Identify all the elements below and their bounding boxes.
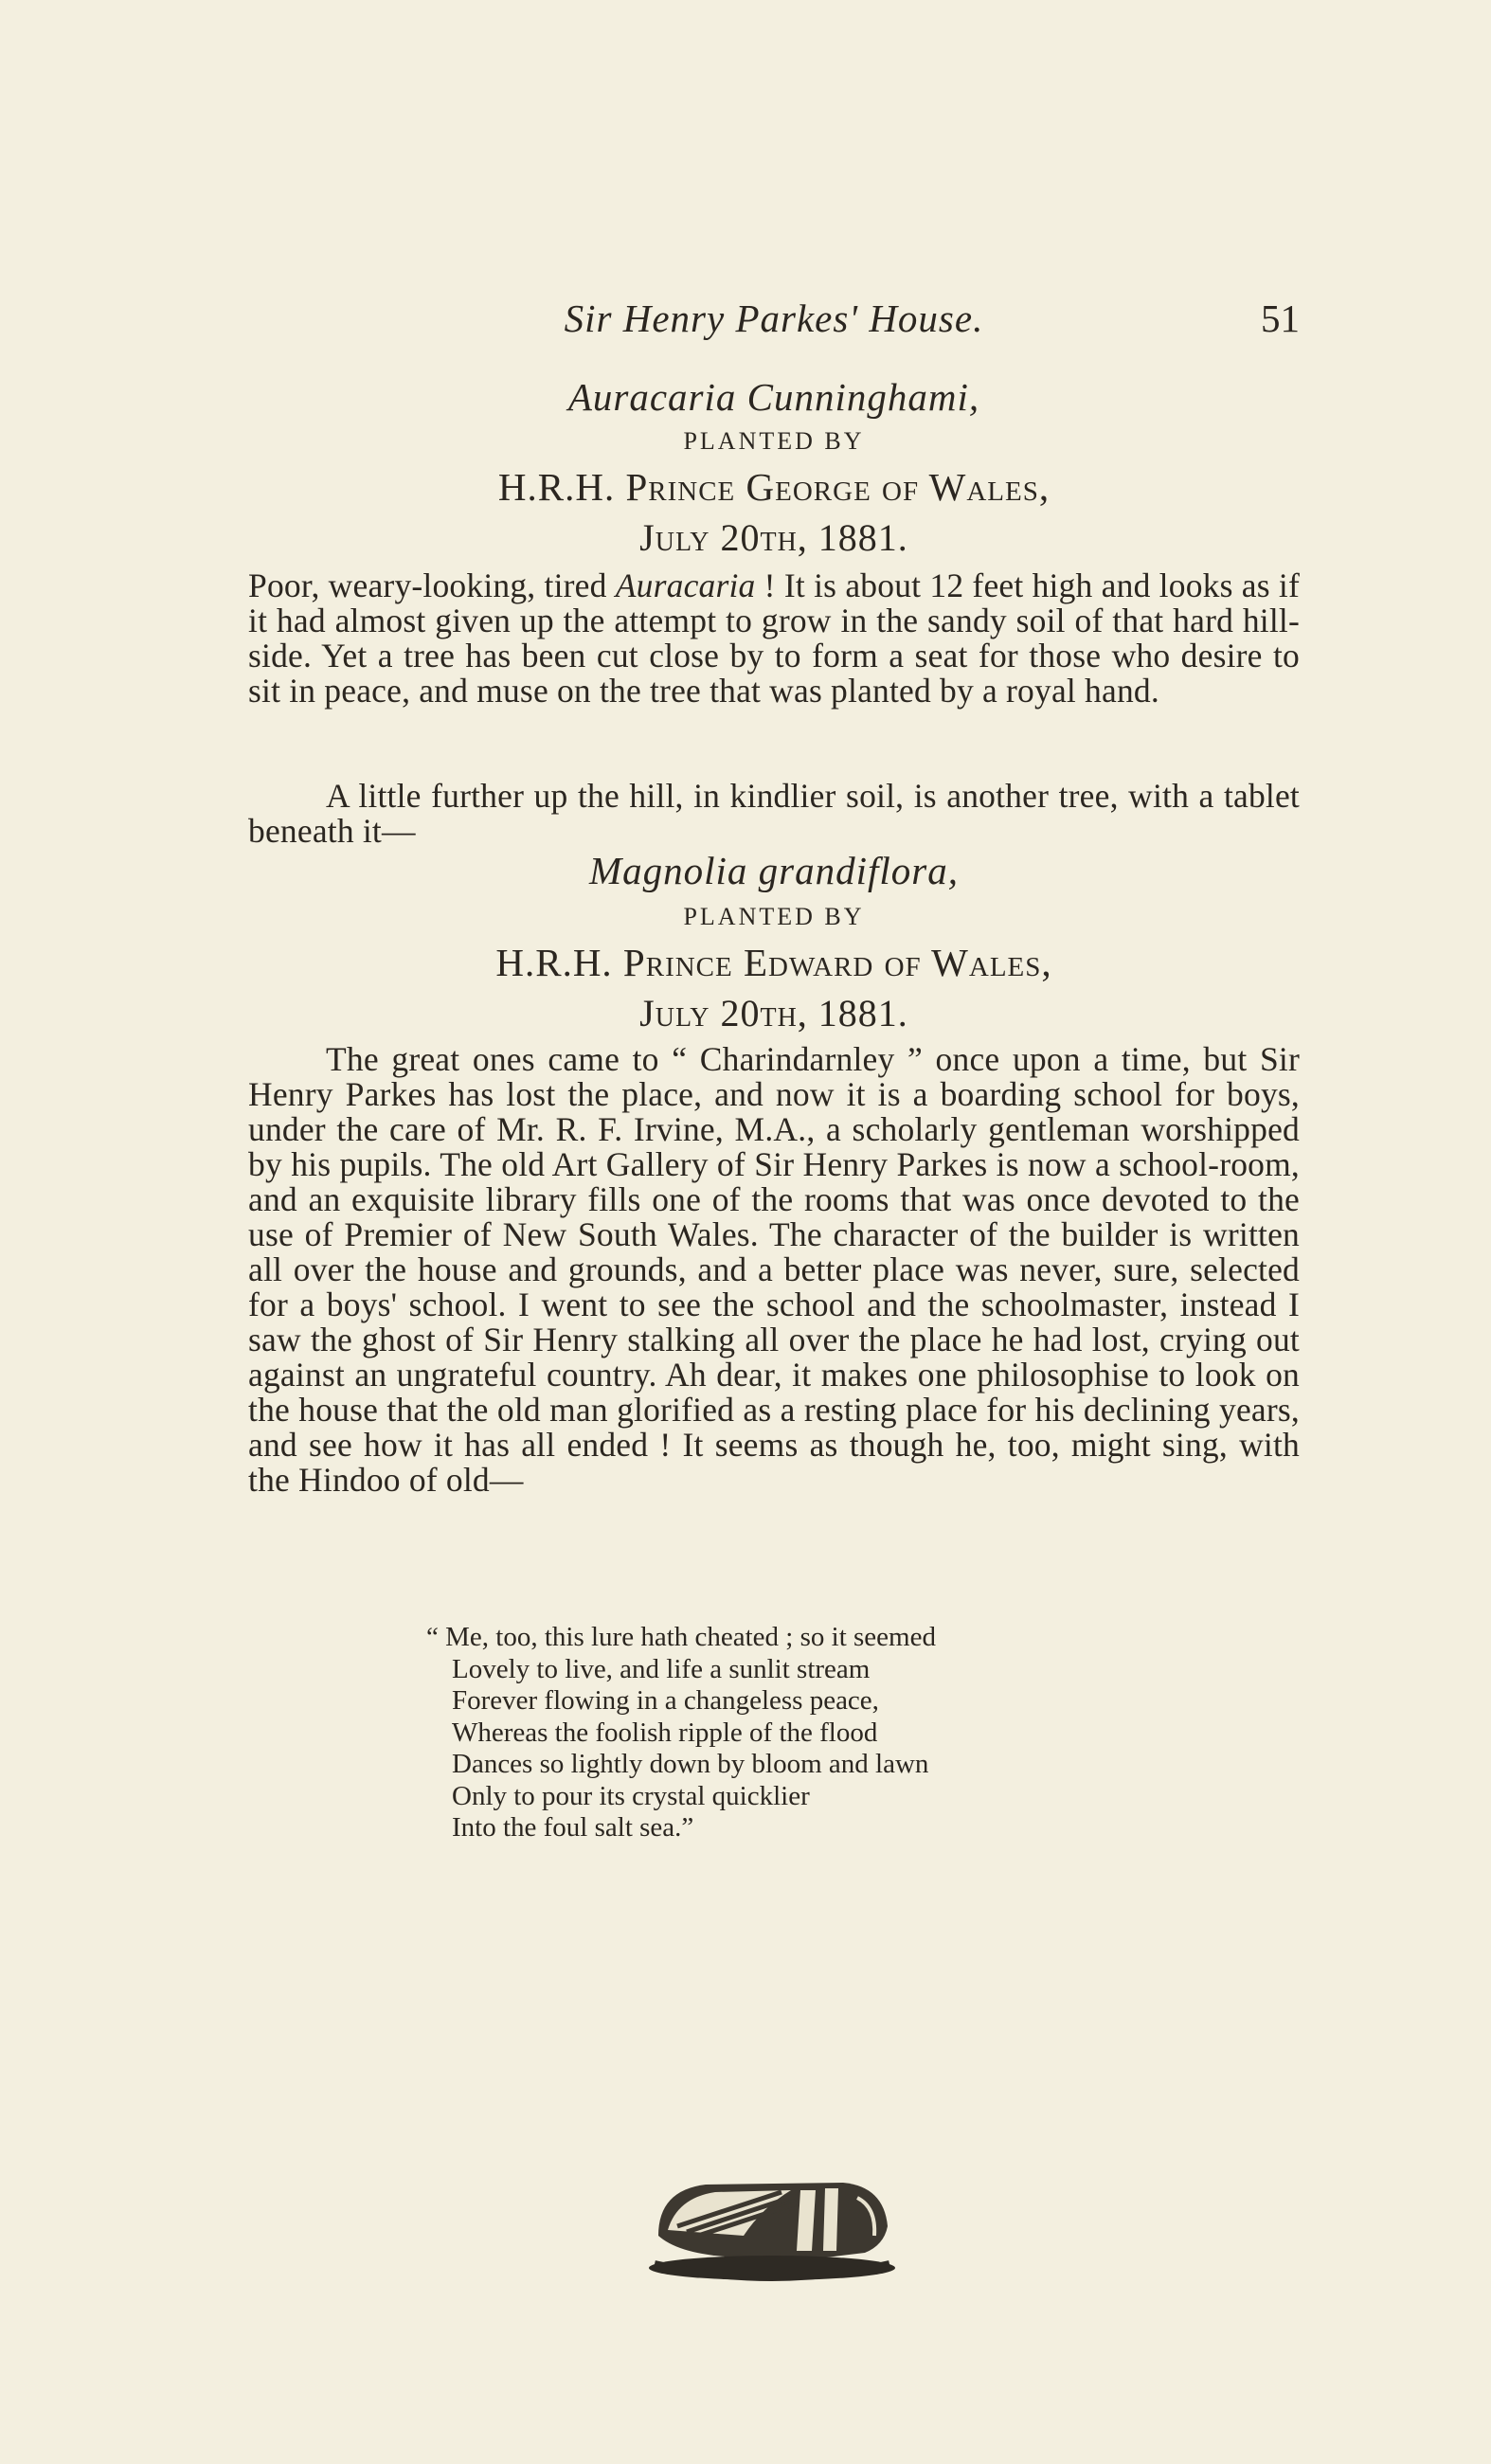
poem-line: Dances so lightly down by bloom and lawn	[452, 1749, 929, 1779]
poem-line: Lovely to live, and life a sunlit stream	[452, 1653, 871, 1684]
poem-line: Only to pour its crystal quicklier	[452, 1780, 810, 1811]
tablet-species: Auracaria Cunninghami,	[567, 375, 980, 419]
running-title: Sir Henry Parkes' House.	[564, 297, 984, 340]
paragraph-1-italic: Auracaria	[615, 567, 756, 604]
tablet-inscription-1	[248, 374, 1300, 564]
paragraph-2: A little further up the hill, in kindlier soil, is another tree, with a tablet beneath it—	[248, 777, 1300, 850]
paragraph-3: The great ones came to “ Charindarnley ” once upon a time, but Sir Henry Parkes has lost the place, and now it is a boarding school for boys, under the care of Mr. R. F. Irvine, M.A., a scholarly gentleman worshipped by his pupils. The old Art Gallery of Sir Henry Parkes is now a school-room, and an exquisite library fills one of the rooms that was once devoted to the use of Premier of New South Wales. The character of the builder is written all over the house and grounds, and a better place was never, sure, selected for a boys' school. I went to see the school and the schoolmaster, instead I saw the ghost of Sir Henry stalking all over the place he had lost, crying out against an ungrateful country. Ah dear, it makes one philosophise to look on the house that the old man glorified as a resting place for his declining years, and see how it has all ended ! It seems as though he, too, might sing, with the Hindoo of old—	[248, 1040, 1300, 1499]
page-header	[248, 296, 1300, 352]
tablet-date: July 20th, 1881.	[639, 516, 908, 559]
shell-tailpiece-icon	[639, 2169, 895, 2293]
tablet-royal-name: H.R.H. Prince George of Wales,	[497, 465, 1051, 509]
page-number: 51	[1261, 297, 1300, 340]
tablet-species: Magnolia grandiflora,	[588, 849, 960, 892]
poem-line: “ Me, too, this lure hath cheated ; so it seemed	[426, 1622, 936, 1652]
tablet-date: July 20th, 1881.	[639, 992, 908, 1034]
tablet-inscription-2	[248, 848, 1300, 1039]
poem-line: Forever flowing in a changeless peace,	[452, 1685, 879, 1716]
poem-line: Into the foul salt sea.”	[452, 1812, 694, 1843]
paragraph-1	[248, 568, 1300, 709]
poem-line: Whereas the foolish ripple of the flood	[452, 1717, 878, 1748]
tablet-planted-by: PLANTED BY	[683, 903, 865, 930]
quoted-poem	[426, 1622, 1146, 1844]
tablet-planted-by: PLANTED BY	[683, 427, 865, 455]
paragraph-1-text-b: ! It is about 12 feet high and looks as if it had almost given up the attempt to grow in the sandy soil of that hard hill-side. Yet a tree has been cut close by to form a seat for those who desire to sit in peace, and muse on the tree that was planted by a royal hand.	[248, 567, 1300, 710]
tablet-royal-name: H.R.H. Prince Edward of Wales,	[495, 941, 1052, 984]
paragraph-1-text-a: Poor, weary-looking, tired	[248, 567, 616, 604]
